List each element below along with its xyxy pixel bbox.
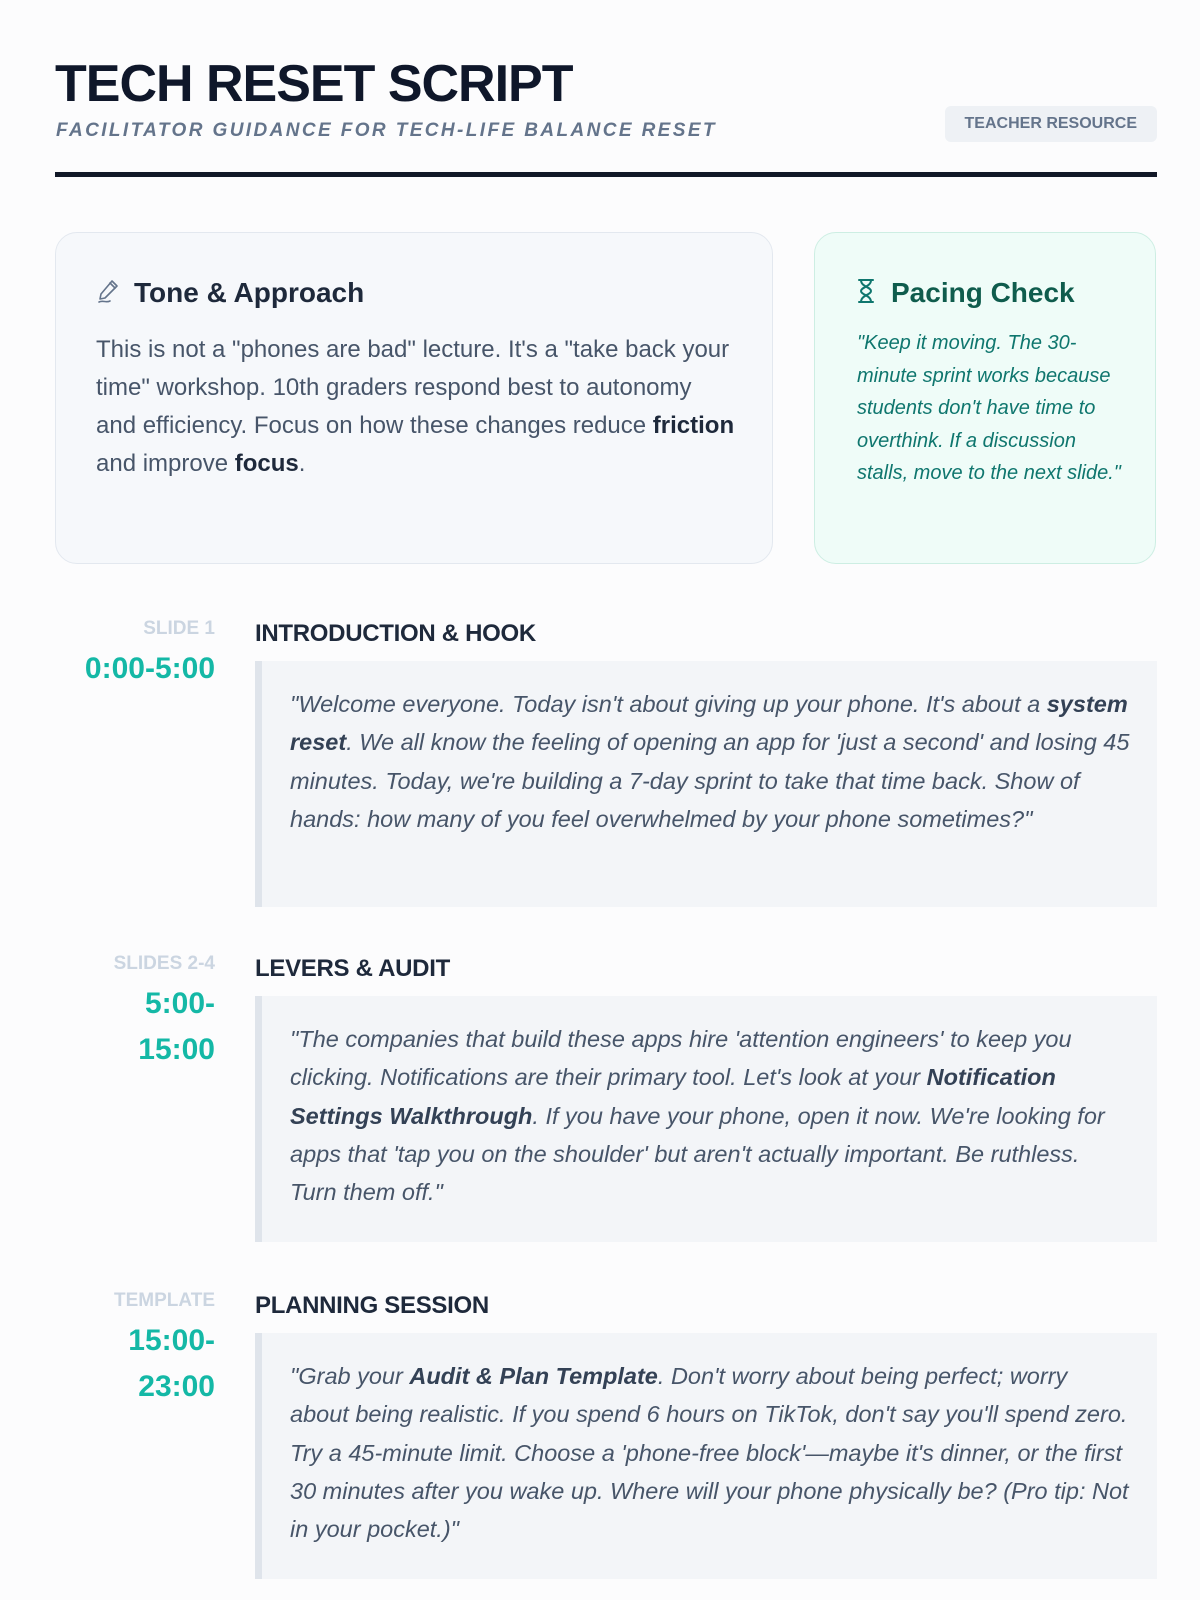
section-title: PLANNING SESSION — [255, 1292, 489, 1319]
tone-text-emphasis: focus — [234, 450, 299, 477]
script-section-planning — [0, 1290, 1200, 1600]
pacing-card-quote: "Keep it moving. The 30-minute sprint works because students don't have time to overthink. If a discussion stalls, move to the next slide." — [857, 332, 1121, 484]
tone-card-header — [96, 277, 364, 309]
quote-text: "Grab your — [290, 1363, 410, 1389]
time-start: 0:00-5:00 — [84, 652, 215, 685]
quote-text: . We all know the feeling of opening an app for 'just a second' and losing 45 minutes. Today, we're building a 7-day sprint to take that time back. Show of hands: how many of you feel overwhelmed by your phone sometimes?" — [290, 729, 1130, 832]
quote-emphasis: Notification Settings Walkthrough — [290, 1064, 1056, 1129]
header-divider — [55, 172, 1157, 177]
slide-label: SLIDES 2-4 — [113, 953, 215, 974]
resource-badge: TEACHER RESOURCE — [945, 106, 1157, 142]
quote-text: "The companies that build these apps hire 'attention engineers' to keep you clicking. Notifications are their primary tool. Let's look at your — [290, 1026, 1072, 1091]
time-range — [35, 646, 215, 692]
tone-text-part: This is not a "phones are bad" lecture. It's a "take back your time" workshop. 10th graders respond best to autonomy and efficiency. Focus on how these changes reduce — [96, 336, 730, 439]
quote-text: . If you have your phone, open it now. We're looking for apps that 'tap you on the shoulder' but aren't actually important. Be ruthless. Turn them off." — [290, 1102, 1105, 1206]
script-section-intro — [0, 618, 1200, 918]
time-end: 23:00 — [138, 1370, 215, 1403]
script-quote — [255, 1333, 1157, 1579]
tone-card-text — [96, 331, 736, 483]
time-start: 15:00- — [128, 1324, 215, 1357]
quote-emphasis: Audit & Plan Template — [409, 1363, 658, 1389]
page-subtitle: FACILITATOR GUIDANCE FOR TECH-LIFE BALANCE RESET — [56, 120, 717, 141]
quote-text: "Welcome everyone. Today isn't about giving up your phone. It's about a — [290, 691, 1047, 717]
section-title: INTRODUCTION & HOOK — [255, 620, 536, 647]
page-title: TECH RESET SCRIPT — [55, 55, 573, 113]
quote-emphasis: system reset — [290, 691, 1128, 756]
header — [55, 52, 1157, 178]
slide-label: SLIDE 1 — [143, 618, 215, 639]
pacing-check-card — [814, 232, 1156, 564]
pen-icon — [96, 278, 120, 309]
tone-text-part: and improve — [96, 450, 235, 477]
pacing-card-header — [855, 277, 1075, 309]
time-end: 15:00 — [138, 1033, 215, 1066]
tone-approach-card — [55, 232, 773, 564]
time-range — [35, 1318, 215, 1410]
tone-card-title: Tone & Approach — [134, 277, 365, 308]
pacing-card-title: Pacing Check — [891, 277, 1075, 308]
tone-text-part: . — [298, 450, 306, 477]
slide-label: TEMPLATE — [114, 1290, 215, 1311]
section-title: LEVERS & AUDIT — [255, 955, 450, 982]
hourglass-icon — [855, 278, 877, 309]
script-quote — [255, 996, 1157, 1242]
script-section-levers — [0, 953, 1200, 1253]
script-quote — [255, 661, 1157, 907]
tone-text-emphasis: friction — [652, 412, 735, 439]
time-range — [35, 981, 215, 1073]
time-start: 5:00- — [144, 987, 215, 1020]
quote-text: . Don't worry about being perfect; worry about being realistic. If you spend 6 hours on TikTok, don't say you'll spend zero. Try a 45-minute limit. Choose a 'phone-free block'—maybe it's dinner, or the first 30 minutes after you wake up. Where will your phone physically be? (Pro tip: Not in your pocket.)" — [290, 1363, 1129, 1543]
